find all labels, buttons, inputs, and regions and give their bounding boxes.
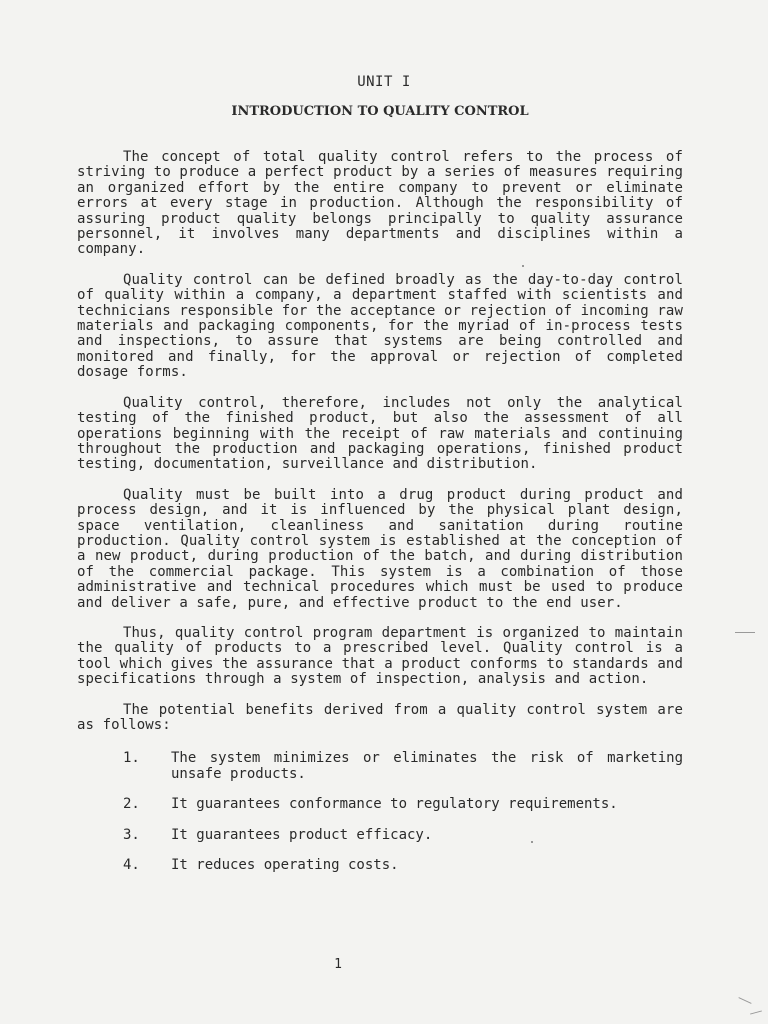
list-item-number: 4. (123, 857, 140, 874)
list-item (77, 858, 683, 873)
list-item-number: 2. (123, 796, 140, 813)
scan-edge-mark (735, 632, 755, 633)
list-item-text: It reduces operating costs. (171, 857, 399, 874)
scan-speck (531, 841, 533, 843)
paragraph: Quality control, therefore, includes not only the analytical testing of the finished product, but also the assessment of all operations beginning with the receipt of raw materials and continuing throughout the production and packaging operations, finished product testing, documentation, surveillance and distribution. (77, 394, 683, 473)
list-item-text: It guarantees conformance to regulatory requirements. (171, 796, 618, 813)
document-title: INTRODUCTION TO QUALITY CONTROL (231, 104, 529, 119)
document-body (77, 150, 683, 888)
paragraph: Thus, quality control program department is organized to maintain the quality of products to a prescribed level. Quality control is a tool which gives the assurance that a product conforms to standards and specifications through a system of inspection, analysis and action. (77, 624, 683, 688)
list-item-number: 3. (123, 826, 140, 843)
scan-edge-mark (738, 997, 751, 1004)
benefits-list (77, 751, 683, 873)
list-item-number: 1. (123, 750, 140, 767)
list-item (77, 751, 683, 782)
paragraph: Quality control can be defined broadly as the day-to-day control of quality within a company, a department staffed with scientists and technicians responsible for the acceptance or rejection of incoming raw materials and packaging components, for the myriad of in-process tests and inspections, to assure that systems are being controlled and monitored and finally, for the approval or rejection of completed dosage forms. (77, 271, 683, 381)
paragraph: The potential benefits derived from a quality control system are as follows: (77, 701, 683, 733)
page-number: 1 (334, 957, 342, 972)
scan-edge-mark (750, 1010, 762, 1014)
paragraph: Quality must be built into a drug product during product and process design, and it is influenced by the physical plant design, space ventilation, cleanliness and sanitation during routine production. Quality control system is established at the conception of a new product, during production of the batch, and during distribution of the commercial package. This system is a combination of those administrative and technical procedures which must be used to produce and deliver a safe, pure, and effective product to the end user. (77, 486, 683, 611)
list-item (77, 797, 683, 812)
list-item-text: It guarantees product efficacy. (171, 826, 433, 843)
list-item-text: The system minimizes or eliminates the risk of marketing unsafe products. (171, 750, 683, 782)
paragraph: The concept of total quality control refers to the process of striving to produce a perfect product by a series of measures requiring an organized effort by the entire company to prevent or eliminate errors at every stage in production. Although the responsibility of assuring product quality belongs principally to quality assurance personnel, it involves many departments and disciplines within a company. (77, 149, 683, 258)
scan-speck (522, 265, 524, 267)
list-item (77, 828, 683, 843)
unit-heading: UNIT I (357, 74, 411, 90)
